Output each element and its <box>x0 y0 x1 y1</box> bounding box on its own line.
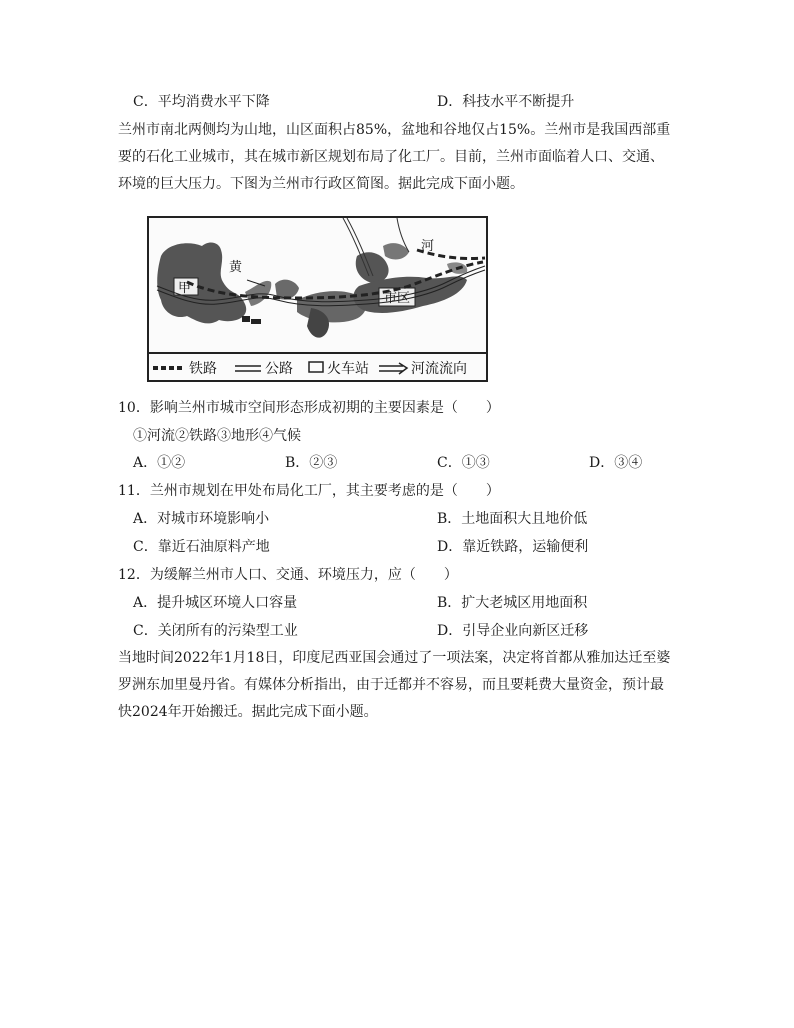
question-12-stem: 12．为缓解兰州市人口、交通、环境压力，应（ ） <box>118 567 458 583</box>
lanzhou-district-map <box>147 216 488 382</box>
question-10-option-d: D．③④ <box>589 455 643 471</box>
question-11-option-c: C．靠近石油原料产地 <box>133 539 270 555</box>
prev-option-d: D．科技水平不断提升 <box>437 94 575 110</box>
question-10-option-c: C．①③ <box>437 455 490 471</box>
question-10-option-b: B．②③ <box>285 455 338 471</box>
question-11-option-b: B．土地面积大且地价低 <box>437 511 588 527</box>
label-shiqu: 市区 <box>384 291 411 306</box>
label-huang: 黄 <box>229 260 243 275</box>
question-11-stem: 11．兰州市规划在甲处布局化工厂，其主要考虑的是（ ） <box>118 483 500 499</box>
question-10-subitems: ①河流②铁路③地形④气候 <box>133 428 301 444</box>
intro-paragraph-lanzhou: 兰州市南北两侧均为山地，山区面积占85%，盆地和谷地仅占15%。兰州市是我国西部重要的石化工业城市，其在城市新区规划布局了化工厂。目前，兰州市面临着人口、交通、环境的巨大压力。下图为兰州市行政区简图。据此完成下面小题。 <box>118 122 671 192</box>
legend-station-label: 火车站 <box>327 361 369 377</box>
label-he: 河 <box>421 239 435 254</box>
question-12-option-a: A．提升城区环境人口容量 <box>133 595 298 611</box>
question-12-option-d: D．引导企业向新区迁移 <box>437 623 589 639</box>
intro-paragraph-indonesia: 当地时间2022年1月18日，印度尼西亚国会通过了一项法案，决定将首都从雅加达迁至婆罗洲东加里曼丹省。有媒体分析指出，由于迁都并不容易，而且要耗费大量资金，预计最快2024年开始搬迁。据此完成下面小题。 <box>118 650 671 720</box>
question-11-option-a: A．对城市环境影响小 <box>133 511 270 527</box>
question-12-option-b: B．扩大老城区用地面积 <box>437 595 588 611</box>
legend-highway-label: 公路 <box>265 361 293 377</box>
prev-option-c: C．平均消费水平下降 <box>133 94 270 110</box>
question-11-option-d: D．靠近铁路，运输便利 <box>437 539 589 555</box>
legend-river-flow-label: 河流流向 <box>411 361 467 377</box>
question-10-stem: 10．影响兰州市城市空间形态形成初期的主要因素是（ ） <box>118 400 500 416</box>
question-12-option-c: C．关闭所有的污染型工业 <box>133 623 298 639</box>
question-10-option-a: A．①② <box>133 455 186 471</box>
legend-railway-label: 铁路 <box>189 361 217 377</box>
label-jia: 甲 <box>178 281 192 296</box>
